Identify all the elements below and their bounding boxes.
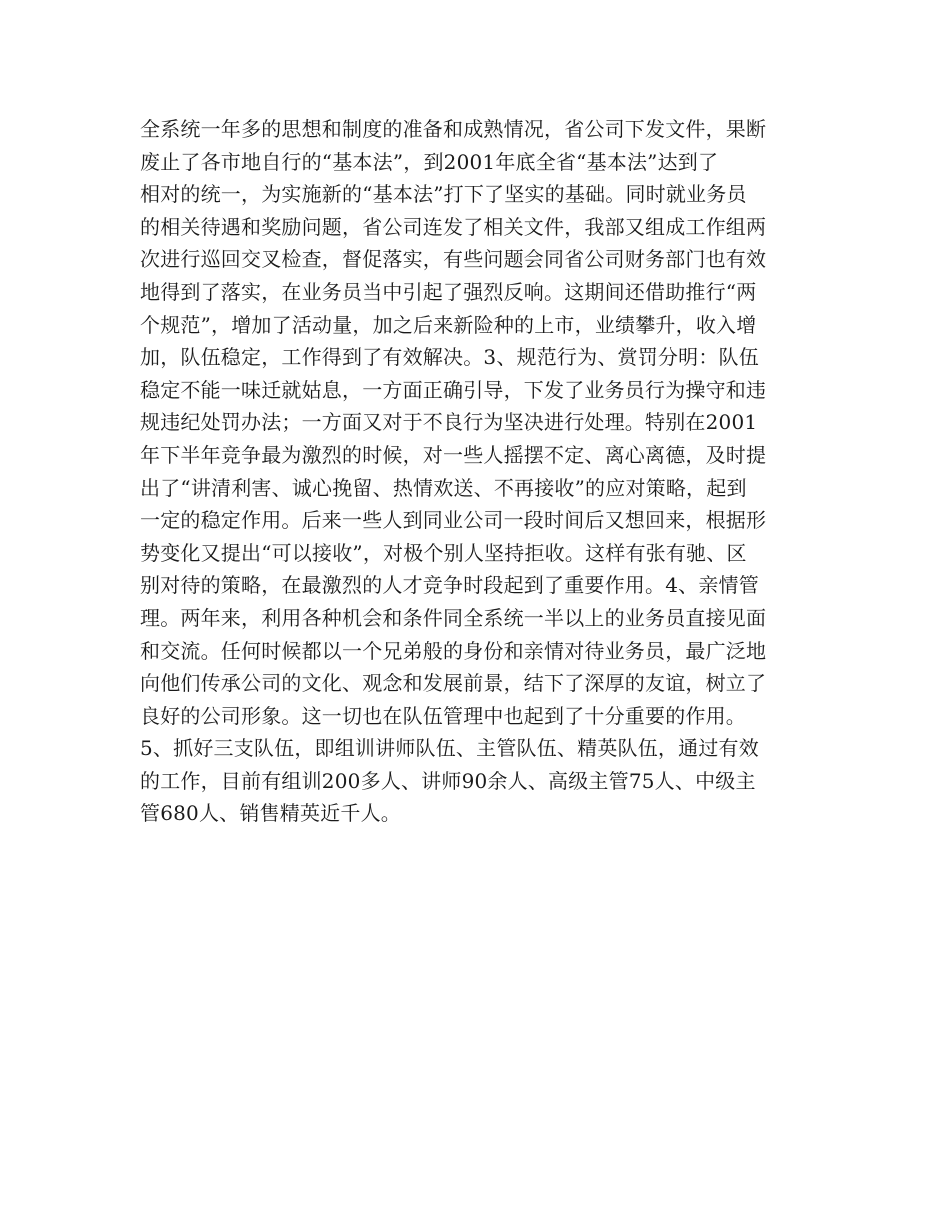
- text-line: 向他们传承公司的文化、观念和发展前景，结下了深厚的友谊，树立了: [140, 671, 767, 696]
- text-line: 5、抓好三支队伍，即组训讲师队伍、主管队伍、精英队伍，通过有效: [140, 736, 759, 761]
- text-line: 别对待的策略，在最激烈的人才竞争时段起到了重要作用。4、亲情管: [140, 573, 759, 598]
- text-line: 废止了各市地自行的“基本法”，到2001年底全省“基本法”达到了: [140, 149, 719, 174]
- text-line: 地得到了落实，在业务员当中引起了强烈反响。这期间还借助推行“两: [140, 279, 757, 304]
- text-line: 势变化又提出“可以接收”，对极个别人坚持拒收。这样有张有驰、区: [140, 540, 747, 565]
- text-line: 管680人、销售精英近千人。: [140, 801, 401, 826]
- text-line: 稳定不能一味迁就姑息，一方面正确引导，下发了业务员行为操守和违: [140, 377, 767, 402]
- text-line: 出了“讲清利害、诚心挽留、热情欢送、不再接收”的应对策略，起到: [140, 475, 747, 500]
- text-line: 加，队伍稳定，工作得到了有效解决。3、规范行为、赏罚分明：队伍: [140, 345, 759, 370]
- text-line: 年下半年竞争最为激烈的时候，对一些人摇摆不定、离心离德，及时提: [140, 442, 767, 467]
- text-line: 的相关待遇和奖励问题，省公司连发了相关文件，我部又组成工作组两: [140, 214, 767, 239]
- text-line: 次进行巡回交叉检查，督促落实，有些问题会同省公司财务部门也有效: [140, 247, 767, 272]
- text-line: 良好的公司形象。这一切也在队伍管理中也起到了十分重要的作用。: [140, 703, 746, 728]
- text-line: 个规范”，增加了活动量，加之后来新险种的上市，业绩攀升，收入增: [140, 312, 757, 337]
- text-line: 理。两年来，利用各种机会和条件同全系统一半以上的业务员直接见面: [140, 605, 767, 630]
- text-line: 的工作，目前有组训200多人、讲师90余人、高级主管75人、中级主: [140, 768, 756, 793]
- text-line: 一定的稳定作用。后来一些人到同业公司一段时间后又想回来，根据形: [140, 508, 767, 533]
- text-line: 全系统一年多的思想和制度的准备和成熟情况，省公司下发文件，果断: [140, 117, 767, 141]
- text-line: 规违纪处罚办法；一方面又对于不良行为坚决进行处理。特别在2001: [140, 410, 758, 435]
- body-paragraph: [140, 113, 840, 830]
- text-line: 相对的统一，为实施新的“基本法”打下了坚实的基础。同时就业务员: [140, 182, 747, 207]
- text-line: 和交流。任何时候都以一个兄弟般的身份和亲情对待业务员，最广泛地: [140, 638, 767, 663]
